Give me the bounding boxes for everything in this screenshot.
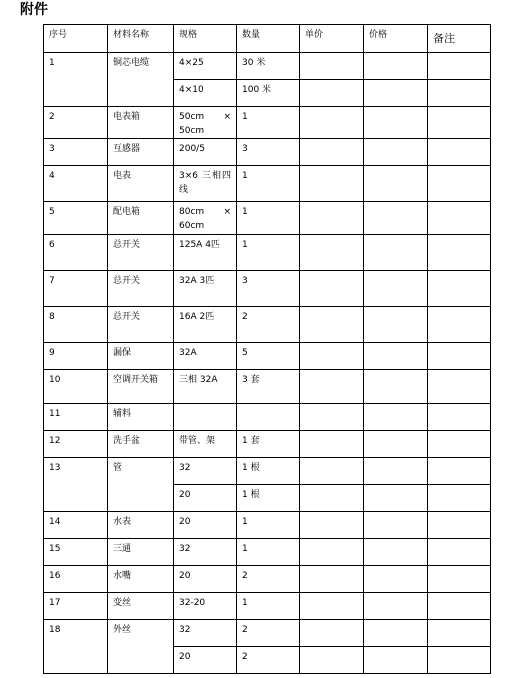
row-index: 2 [44,107,108,139]
row-spec: 16A 2匹 [174,307,237,343]
header-qty: 数量 [237,25,300,53]
row-name: 辅料 [108,404,174,431]
table-row [44,370,491,404]
row-index: 7 [44,271,108,307]
row-qty: 2 [237,620,300,647]
table-row [44,593,491,620]
row-spec: 80cm × 60cm [174,202,237,235]
row-index: 12 [44,431,108,458]
row-qty: 1 根 [237,458,300,485]
row-unit-price [300,566,364,593]
row-spec: 4×10 [174,80,237,107]
row-price [364,166,428,202]
row-price [364,139,428,166]
row-remark [428,458,491,485]
row-index: 1 [44,53,108,107]
table-row [44,166,491,202]
table-row [44,271,491,307]
row-name: 漏保 [108,343,174,370]
row-unit-price [300,485,364,512]
table-row [44,139,491,166]
row-remark [428,539,491,566]
row-price [364,647,428,674]
row-price [364,539,428,566]
row-spec: 20 [174,647,237,674]
row-spec [174,404,237,431]
row-qty: 2 [237,566,300,593]
row-qty: 1 [237,235,300,271]
row-remark [428,566,491,593]
row-remark [428,80,491,107]
row-unit-price [300,53,364,80]
row-index: 4 [44,166,108,202]
row-price [364,271,428,307]
row-name: 空调开关箱 [108,370,174,404]
row-qty [237,404,300,431]
row-spec: 3×6 三相四线 [174,166,237,202]
row-remark [428,512,491,539]
row-remark [428,271,491,307]
row-remark [428,593,491,620]
row-name: 配电箱 [108,202,174,235]
row-name: 总开关 [108,235,174,271]
row-unit-price [300,271,364,307]
row-spec: 4×25 [174,53,237,80]
row-unit-price [300,307,364,343]
row-name: 洗手盆 [108,431,174,458]
table-row [44,512,491,539]
row-spec: 20 [174,566,237,593]
row-price [364,235,428,271]
row-qty: 100 米 [237,80,300,107]
row-qty: 3 [237,139,300,166]
row-price [364,404,428,431]
row-remark [428,202,491,235]
row-qty: 2 [237,647,300,674]
row-qty: 1 套 [237,431,300,458]
row-price [364,307,428,343]
row-remark [428,139,491,166]
row-index: 3 [44,139,108,166]
table-row [44,107,491,139]
row-remark [428,647,491,674]
row-qty: 1 根 [237,485,300,512]
row-spec: 32 [174,458,237,485]
row-unit-price [300,539,364,566]
row-price [364,566,428,593]
row-spec: 32A [174,343,237,370]
row-remark [428,370,491,404]
row-qty: 3 套 [237,370,300,404]
row-name: 总开关 [108,271,174,307]
header-price: 价格 [364,25,428,53]
row-name: 变丝 [108,593,174,620]
row-qty: 5 [237,343,300,370]
row-remark [428,620,491,647]
row-qty: 3 [237,271,300,307]
table-row [44,343,491,370]
row-index: 6 [44,235,108,271]
row-index: 9 [44,343,108,370]
row-unit-price [300,620,364,647]
row-spec: 50cm × 50cm [174,107,237,139]
row-index: 17 [44,593,108,620]
row-remark [428,53,491,80]
row-index: 10 [44,370,108,404]
table-row [44,566,491,593]
row-spec: 125A 4匹 [174,235,237,271]
row-unit-price [300,370,364,404]
header-spec: 规格 [174,25,237,53]
row-unit-price [300,512,364,539]
row-spec: 32 [174,620,237,647]
row-name: 互感器 [108,139,174,166]
row-unit-price [300,139,364,166]
table-row [44,539,491,566]
materials-table [43,24,491,674]
row-qty: 1 [237,539,300,566]
row-remark [428,404,491,431]
row-spec: 200/5 [174,139,237,166]
row-index: 16 [44,566,108,593]
row-remark [428,431,491,458]
row-index: 15 [44,539,108,566]
table-row [44,307,491,343]
row-name: 电表箱 [108,107,174,139]
table-row [44,458,491,485]
row-unit-price [300,202,364,235]
table-row [44,202,491,235]
row-unit-price [300,107,364,139]
row-name: 管 [108,458,174,512]
row-name: 铜芯电缆 [108,53,174,107]
row-unit-price [300,647,364,674]
row-name: 三通 [108,539,174,566]
row-remark [428,107,491,139]
row-name: 水嘴 [108,566,174,593]
row-index: 8 [44,307,108,343]
row-price [364,343,428,370]
row-spec: 32-20 [174,593,237,620]
row-price [364,512,428,539]
table-row [44,235,491,271]
row-unit-price [300,404,364,431]
row-spec: 32A 3匹 [174,271,237,307]
row-remark [428,343,491,370]
row-price [364,107,428,139]
row-price [364,620,428,647]
row-price [364,485,428,512]
row-spec: 32 [174,539,237,566]
row-price [364,458,428,485]
row-spec: 带管、架 [174,431,237,458]
row-unit-price [300,80,364,107]
row-index: 5 [44,202,108,235]
row-unit-price [300,235,364,271]
row-spec: 三相 32A [174,370,237,404]
row-qty: 30 米 [237,53,300,80]
table-row [44,431,491,458]
row-remark [428,235,491,271]
row-unit-price [300,166,364,202]
row-unit-price [300,431,364,458]
row-index: 13 [44,458,108,512]
row-price [364,80,428,107]
row-price [364,53,428,80]
row-qty: 1 [237,202,300,235]
table-row [44,53,491,80]
row-qty: 1 [237,512,300,539]
row-qty: 2 [237,307,300,343]
row-index: 11 [44,404,108,431]
header-name: 材料名称 [108,25,174,53]
row-qty: 1 [237,107,300,139]
row-name: 外丝 [108,620,174,674]
row-qty: 1 [237,593,300,620]
table-row [44,620,491,647]
table-row [44,404,491,431]
row-spec: 20 [174,485,237,512]
row-remark [428,166,491,202]
row-unit-price [300,458,364,485]
header-unit-price: 单价 [300,25,364,53]
header-row [44,25,491,53]
row-price [364,431,428,458]
row-name: 水表 [108,512,174,539]
row-name: 总开关 [108,307,174,343]
header-remark: 备注 [428,25,491,53]
row-index: 18 [44,620,108,674]
row-name: 电表 [108,166,174,202]
row-unit-price [300,343,364,370]
row-remark [428,485,491,512]
row-price [364,202,428,235]
attachment-title: 附件 [20,2,48,18]
row-qty: 1 [237,166,300,202]
row-unit-price [300,593,364,620]
row-remark [428,307,491,343]
header-index: 序号 [44,25,108,53]
row-price [364,593,428,620]
row-price [364,370,428,404]
row-index: 14 [44,512,108,539]
row-spec: 20 [174,512,237,539]
